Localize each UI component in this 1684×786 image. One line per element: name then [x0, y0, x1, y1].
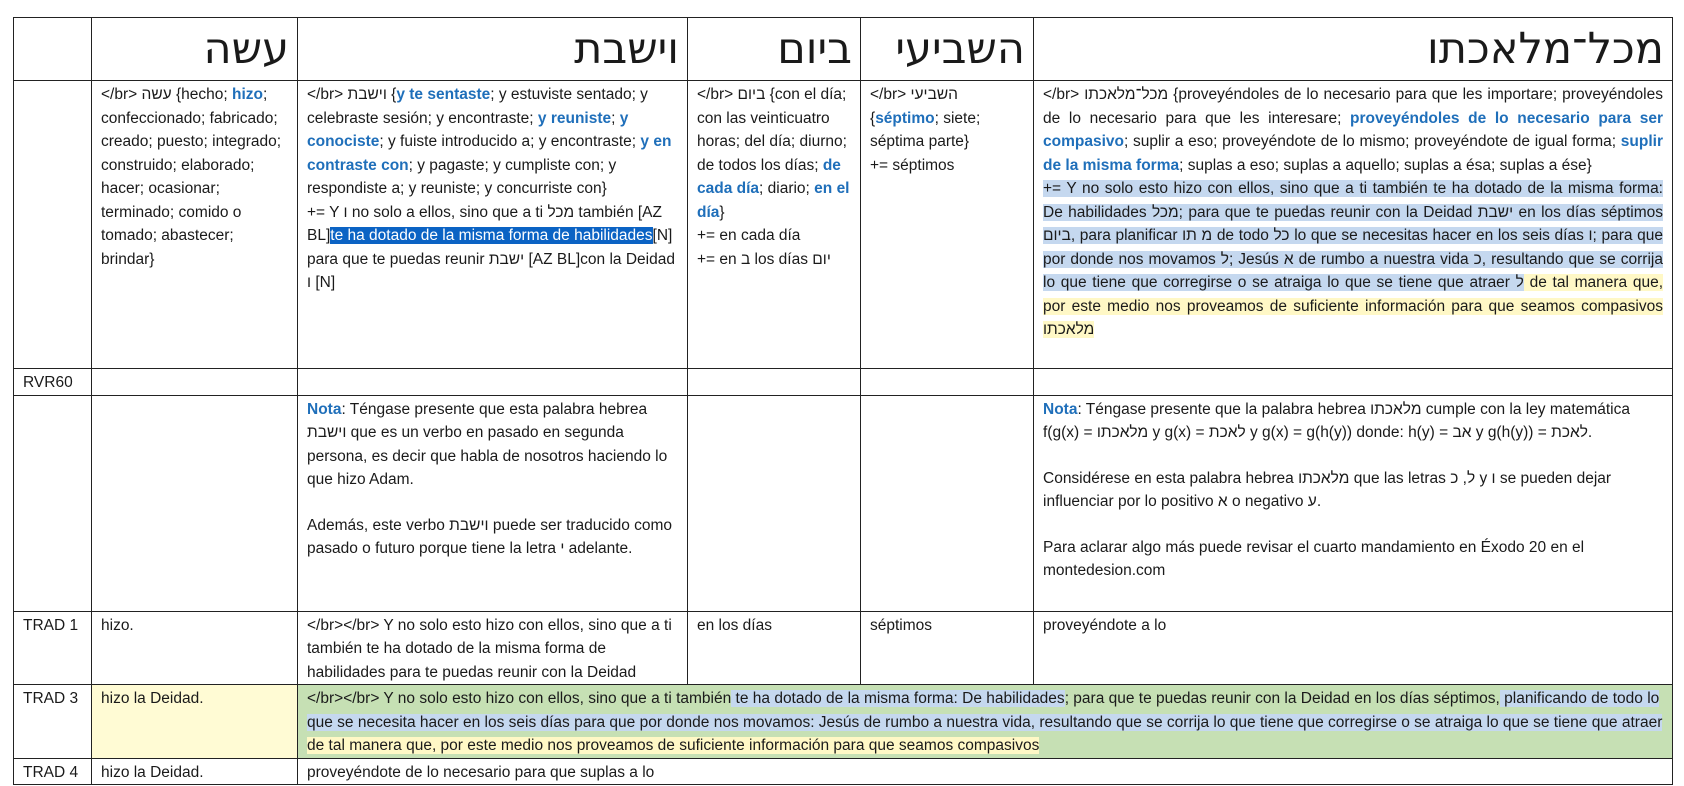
definition-text: ; suplas a eso; suplas a aquello; suplas a ésa; suplas a ése}: [1179, 156, 1592, 174]
highlighted-text-green: ; para que te puedas reunir con la Deidad en los días séptimos,: [1064, 690, 1500, 707]
translation-line: += en cada día: [697, 227, 801, 244]
note-text: : Téngase presente que la palabra hebrea מלאכתו cumple con la ley matemática f(g(x) = מלאכתו y g(x) = לאכת y g(x) = g(h(y)) donde: h(y) = אב y g(h(y)) = לאכת.: [1043, 400, 1630, 441]
selected-text[interactable]: te ha dotado de la misma forma de habilidades: [330, 227, 653, 244]
note-paragraph: [307, 398, 678, 492]
notes-cell[interactable]: [861, 395, 1034, 611]
translation-line: += séptimos: [870, 156, 955, 174]
notes-row: [14, 395, 1673, 611]
definition-text: ; y fuiste introducido a; y encontraste;: [379, 133, 641, 150]
keyword: proveyéndoles de lo necesario para ser compasivo: [1043, 109, 1663, 150]
header-cell-asah[interactable]: [92, 18, 298, 81]
trad1-cell-bayom[interactable]: en los días: [688, 611, 861, 685]
note-paragraph: Para aclarar algo más puede revisar el cuarto mandamiento en Éxodo 20 en el montedesion.com: [1043, 538, 1585, 579]
row-label-rvr60[interactable]: RVR60: [14, 369, 92, 396]
definition-text: ; confeccionado; fabricado; creado; puesto; integrado; construido; elaborado; hacer; ocasionar; terminado; comido o tomado; abastecer; brindar}: [101, 86, 282, 268]
rvr60-cell[interactable]: [688, 369, 861, 396]
keyword: y reuniste: [537, 109, 612, 127]
definition-text: ; suplir a eso; proveyéndote de lo mismo; proveyéndote de igual forma;: [1123, 133, 1621, 150]
translation-line: [307, 201, 678, 295]
definition-text: </br> מכל־מלאכתו {proveyéndoles de lo necesario para que les importare; proveyéndoles de lo necesario para que les interesare;: [1043, 86, 1663, 127]
definition-text: </br> וישבת {: [307, 86, 397, 103]
header-cell-vayishbot[interactable]: [298, 18, 688, 81]
definition-text: ; y pagaste; y cumpliste con; y respondiste a; y reuniste; y concurriste con}: [307, 156, 617, 197]
translation-line: [1043, 177, 1663, 342]
notes-label-cell[interactable]: [14, 395, 92, 611]
trad4-merged-cell[interactable]: proveyéndote de lo necesario para que suplas a lo: [298, 758, 1673, 785]
trad3-cell-asah[interactable]: hizo la Deidad.: [92, 685, 298, 759]
header-row: [14, 18, 1673, 81]
notes-cell[interactable]: [688, 395, 861, 611]
trad1-cell-hashevii[interactable]: séptimos: [861, 611, 1034, 685]
highlighted-text-blue: planificando de todo lo que se necesita hacer en los seis días para que por donde nos movamos: Jesús de rumbo a nuestra vida, resultando que se corrija lo que tiene que corregirse o se atraiga lo que se tiene que atraer: [307, 690, 1663, 731]
keyword: y conociste: [307, 109, 629, 150]
keyword: en el día: [697, 180, 850, 221]
translation-text: [N] para que te puedas reunir ישבת [AZ BL]con la Deidad ו [N]: [307, 227, 675, 291]
note-label: Nota: [1043, 400, 1078, 418]
trad3-merged-cell[interactable]: [298, 685, 1673, 759]
header-cell-mikol-melachto[interactable]: [1034, 18, 1673, 81]
highlighted-text-blue: te ha dotado de la misma forma: De habilidades: [731, 690, 1065, 707]
definitions-row: [14, 81, 1673, 369]
trad1-cell-vayishbot[interactable]: </br></br> Y no solo esto hizo con ellos, sino que a ti también te ha dotado de la misma forma de habilidades para te puedas reunir con la Deidad: [298, 611, 688, 685]
header-empty-cell[interactable]: [14, 18, 92, 81]
highlighted-text-yellow: de tal manera que, por este medio nos proveamos de suficiente información para que seamos compasivos: [307, 737, 1040, 754]
row-label-trad1[interactable]: TRAD 1: [14, 611, 92, 685]
header-word-vayishbot: וישבת: [574, 24, 679, 74]
rvr60-cell[interactable]: [1034, 369, 1673, 396]
note-label: Nota: [307, 400, 342, 418]
highlighted-text-yellow: de tal manera que, por este medio nos proveamos de suficiente información para que seamos compasivos מלאכתו: [1043, 274, 1663, 338]
header-word-mikol-melachto: מכל־מלאכתו: [1426, 24, 1664, 74]
trad3-row: [14, 685, 1673, 759]
definition-cell-asah[interactable]: [92, 81, 298, 369]
trad4-row: [14, 758, 1673, 785]
definition-text: ; y estuviste sentado; y celebraste sesión; y encontraste;: [307, 86, 648, 127]
translation-line: += en ב los días יום: [697, 250, 831, 268]
note-paragraph: Considérese en esta palabra hebrea מלאכתו que las letras ל, כ y ו se pueden dejar influenciar por lo positivo א o negativo ע.: [1043, 469, 1612, 510]
definition-cell-bayom[interactable]: [688, 81, 861, 369]
definition-cell-vayishbot[interactable]: [298, 81, 688, 369]
translation-text: += Y ו no solo a ellos, sino que a ti מכל también [AZ BL]: [307, 203, 662, 244]
keyword: de cada día: [697, 156, 841, 197]
highlighted-text-blue: += Y no solo esto hizo con ellos, sino que a ti también te ha dotado de la misma forma: De habilidades מכל; para que te puedas reunir con la Deidad ישבת en los días séptimos ביום, para planificar מ תו de todo כל lo que se necesitas hacer en los seis días ו; para que por donde nos movamos ל; Jesús א de rumbo a nuestra vida כ, resultando que se corrija lo que tiene que corregirse o se atraiga lo que se tiene que atraer ל: [1043, 180, 1663, 291]
definitions-label-cell[interactable]: [14, 81, 92, 369]
notes-cell[interactable]: [92, 395, 298, 611]
note-cell-vayishbot[interactable]: [298, 395, 688, 611]
header-cell-hashevii[interactable]: [861, 18, 1034, 81]
note-paragraph: [1043, 398, 1663, 445]
keyword: suplir de la misma forma: [1043, 133, 1663, 174]
header-word-bayom: ביום: [777, 24, 852, 74]
keyword: y te sentaste: [396, 86, 491, 103]
translation-table: [13, 17, 1673, 785]
definition-text: </br> עשה {hecho;: [101, 86, 232, 103]
row-label-trad4[interactable]: TRAD 4: [14, 758, 92, 785]
definition-text: ; siete; séptima parte}: [870, 109, 981, 150]
definition-text: ;: [611, 109, 620, 127]
keyword: y en contraste con: [307, 133, 672, 174]
trad4-cell-asah[interactable]: hizo la Deidad.: [92, 758, 298, 785]
definition-text: </br> ביום {con el día; con las veinticuatro horas; del día; diurno; de todos los días;: [697, 86, 847, 174]
rvr60-cell[interactable]: [92, 369, 298, 396]
keyword: séptimo: [875, 109, 935, 127]
header-word-asah: עשה: [203, 24, 289, 74]
trad1-cell-asah[interactable]: hizo.: [92, 611, 298, 685]
definition-text: }: [719, 203, 725, 221]
note-text: : Téngase presente que esta palabra hebrea וישבת que es un verbo en pasado en segunda persona, es decir que habla de nosotros haciendo lo que hizo Adam.: [307, 400, 668, 488]
row-label-trad3[interactable]: TRAD 3: [14, 685, 92, 759]
note-cell-mikol-melachto[interactable]: [1034, 395, 1673, 611]
rvr60-row: [14, 369, 1673, 396]
highlighted-text-green: </br></br> Y no solo esto hizo con ellos, sino que a ti también: [307, 690, 732, 707]
rvr60-cell[interactable]: [861, 369, 1034, 396]
keyword: hizo: [232, 86, 263, 103]
note-paragraph: Además, este verbo וישבת puede ser traducido como pasado o futuro porque tiene la letra י adelante.: [307, 516, 673, 557]
header-word-hashevii: השביעי: [895, 24, 1025, 74]
definition-text: </br> השביעי {: [870, 86, 958, 127]
definition-text: ; diario;: [759, 180, 815, 197]
definition-cell-mikol-melachto[interactable]: [1034, 81, 1673, 369]
document-table-container: [13, 17, 1672, 785]
rvr60-cell[interactable]: [298, 369, 688, 396]
trad1-cell-mikol-melachto[interactable]: proveyéndote a lo: [1034, 611, 1673, 685]
definition-cell-hashevii[interactable]: [861, 81, 1034, 369]
header-cell-bayom[interactable]: [688, 18, 861, 81]
trad1-row: [14, 611, 1673, 685]
